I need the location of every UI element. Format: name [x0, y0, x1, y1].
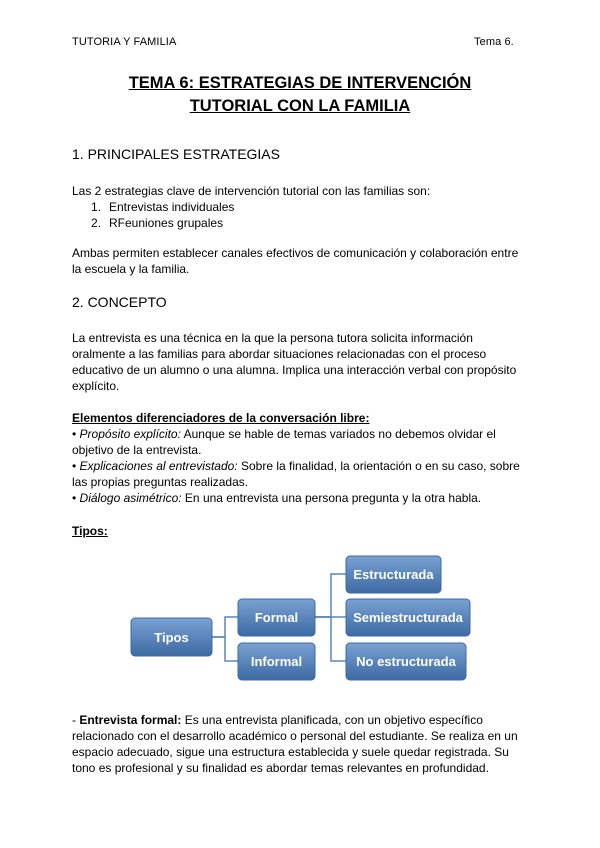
elements-heading: Elementos diferenciadores de la conversación libre:: [72, 411, 370, 425]
bullet-text: Aunque se hable de temas variados no debemos olvidar el objetivo de la entrevista.: [72, 427, 496, 457]
list-text: RFeuniones grupales: [109, 216, 224, 230]
formal-lead: -: [72, 713, 80, 727]
section1-closing: Ambas permiten establecer canales efectivos de comunicación y colaboración entre la escuela y la familia.: [72, 246, 519, 276]
bullet-mark: •: [72, 491, 77, 505]
bullet-text: En una entrevista una persona pregunta y la otra habla.: [181, 491, 482, 505]
formal-term: Entrevista formal:: [79, 713, 182, 727]
connector-formal-estructurada: [315, 574, 346, 617]
box-informal: [238, 643, 315, 680]
formal-paragraph: [72, 712, 528, 776]
connector-root-formal: [212, 617, 238, 637]
title-line-1: TEMA 6: ESTRATEGIAS DE INTERVENCIÓN: [128, 74, 472, 92]
bullet-mark: •: [72, 427, 77, 441]
types-heading: Tipos:: [72, 524, 108, 538]
box-semiestructurada-label: Semiestructurada: [353, 610, 463, 625]
box-informal-label: Informal: [250, 654, 303, 669]
section1-intro: Las 2 estrategias clave de intervención tutorial con las familias son:: [72, 184, 431, 198]
bullet-text: Sobre la finalidad, la orientación o en su caso, sobre las propias preguntas realizadas.: [72, 459, 520, 489]
list-text: Entrevistas individuales: [109, 200, 235, 214]
title-line-2: TUTORIAL CON LA FAMILIA: [189, 97, 411, 115]
header-right: Tema 6.: [474, 36, 514, 48]
list-number: 1.: [91, 200, 102, 214]
box-no-estructurada-label: No estructurada: [356, 654, 456, 669]
box-tipos-label: Tipos: [154, 630, 189, 645]
box-formal-label: Formal: [254, 610, 299, 625]
list-number: 2.: [91, 216, 102, 230]
bullet-term: Explicaciones al entrevistado:: [79, 459, 238, 473]
box-tipos: [131, 618, 212, 656]
box-semiestructurada: [346, 599, 470, 636]
header-left: TUTORIA Y FAMILIA: [72, 36, 177, 48]
box-estructurada: [346, 556, 441, 593]
section1-heading: 1. PRINCIPALES ESTRATEGIAS: [72, 146, 280, 162]
connector-formal-noestructurada: [315, 617, 346, 661]
formal-text: Es una entrevista planificada, con un objetivo específico relacionado con el desarrollo académico o personal del estudiante. Se realiza en un espacio adecuado, sigue una estructura establecida y suele quedar registrada. Su tono es profesional y su finalidad es abordar temas relevantes en profundidad.: [72, 713, 518, 775]
section2-paragraph: La entrevista es una técnica en la que la persona tutora solicita información oralmente a las familias para abordar situaciones relacionadas con el proceso educativo de un alumno o una alumna. Implica una interacción verbal con propósito explícito.: [72, 331, 517, 393]
bullet-mark: •: [72, 459, 77, 473]
bullet-term: Diálogo asimétrico:: [79, 491, 182, 505]
section2-heading: 2. CONCEPTO: [72, 294, 167, 310]
bullet-term: Propósito explícito:: [79, 427, 181, 441]
box-formal: [238, 599, 315, 636]
connector-root-informal: [212, 637, 238, 661]
box-no-estructurada: [346, 643, 466, 680]
box-estructurada-label: Estructurada: [353, 567, 434, 582]
